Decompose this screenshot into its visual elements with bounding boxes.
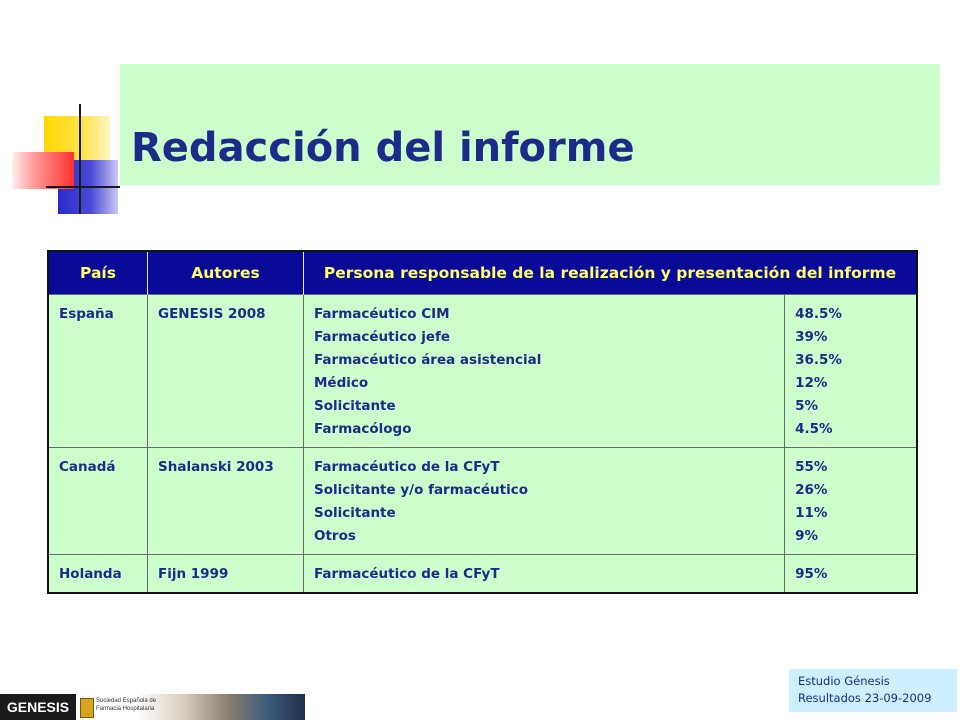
header-pais: País: [48, 251, 148, 295]
genesis-logo: GENESIS: [0, 694, 76, 720]
table-row: [48, 295, 917, 448]
footer-note-line2: Resultados 23-09-2009: [798, 691, 932, 705]
results-table: [47, 250, 918, 594]
porcentaje-item: 26%: [795, 482, 828, 498]
porcentaje-item: 11%: [795, 505, 828, 521]
responsable-item: Solicitante: [314, 398, 396, 414]
society-crest-icon: [80, 698, 94, 718]
responsable-item: Farmacéutico área asistencial: [314, 352, 542, 368]
society-name: [96, 697, 156, 713]
porcentaje-item: 9%: [795, 528, 818, 544]
cell-pais: Canadá: [48, 448, 148, 555]
cell-porcentajes: [785, 555, 917, 594]
society-name-line2: Farmacia Hospitalaria: [96, 706, 155, 712]
footer-note: [789, 669, 957, 712]
table-row: [48, 555, 917, 594]
decorative-horizontal-line: [46, 186, 120, 188]
decorative-red-square: [12, 152, 74, 189]
responsable-item: Farmacéutico CIM: [314, 306, 450, 322]
table-body: [48, 295, 917, 594]
porcentaje-item: 4.5%: [795, 421, 833, 437]
porcentaje-item: 55%: [795, 459, 828, 475]
society-name-line1: Sociedad Española de: [96, 698, 157, 704]
responsable-item: Farmacólogo: [314, 421, 412, 437]
table-header-row: [48, 251, 917, 295]
cell-porcentajes: [785, 448, 917, 555]
responsable-item: Farmacéutico de la CFyT: [314, 459, 500, 475]
slide-title: Redacción del informe: [131, 125, 635, 171]
porcentaje-item: 36.5%: [795, 352, 842, 368]
porcentaje-item: 12%: [795, 375, 828, 391]
cell-responsables: [304, 555, 785, 594]
cell-pais: España: [48, 295, 148, 448]
responsable-item: Solicitante y/o farmacéutico: [314, 482, 529, 498]
cell-responsables: [304, 448, 785, 555]
responsable-item: Farmacéutico de la CFyT: [314, 566, 500, 582]
porcentaje-item: 5%: [795, 398, 818, 414]
cell-pais: Holanda: [48, 555, 148, 594]
footer-note-line1: Estudio Génesis: [798, 674, 890, 688]
header-responsable: Persona responsable de la realización y presentación del informe: [304, 251, 918, 295]
responsable-item: Otros: [314, 528, 356, 544]
responsable-item: Médico: [314, 375, 369, 391]
cell-responsables: [304, 295, 785, 448]
cell-autores: Shalanski 2003: [148, 448, 304, 555]
porcentaje-item: 39%: [795, 329, 828, 345]
porcentaje-item: 48.5%: [795, 306, 842, 322]
cell-porcentajes: [785, 295, 917, 448]
cell-autores: GENESIS 2008: [148, 295, 304, 448]
cell-autores: Fijn 1999: [148, 555, 304, 594]
decorative-vertical-line: [79, 104, 81, 214]
responsable-item: Farmacéutico jefe: [314, 329, 451, 345]
responsable-item: Solicitante: [314, 505, 396, 521]
header-autores: Autores: [148, 251, 304, 295]
table-row: [48, 448, 917, 555]
porcentaje-item: 95%: [795, 566, 828, 582]
